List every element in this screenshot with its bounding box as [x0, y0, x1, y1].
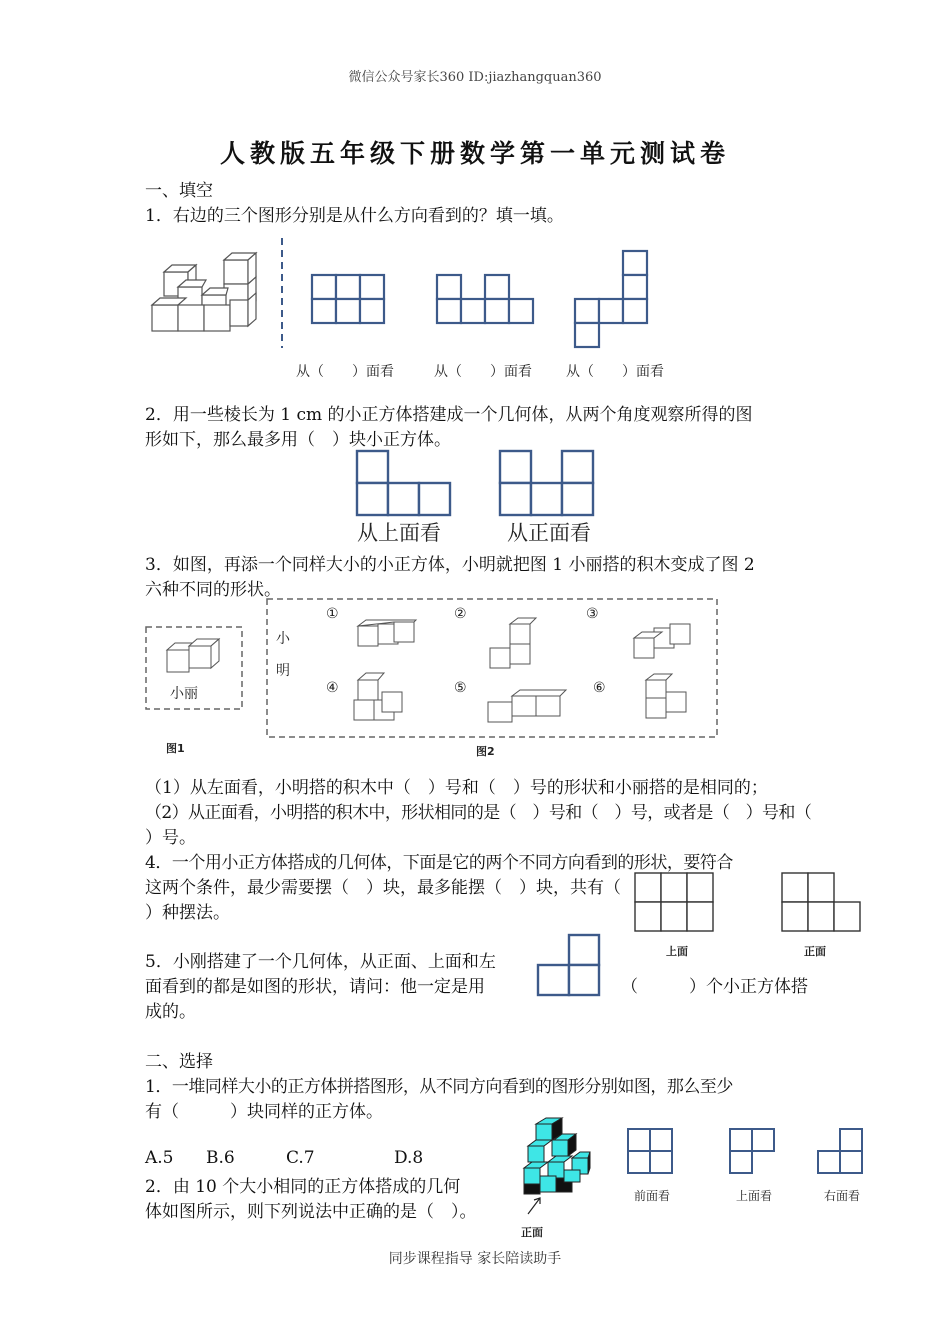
page-title: 人教版五年级下册数学第一单元测试卷: [219, 139, 730, 168]
q1-label-2: 从（ ）面看: [434, 364, 532, 380]
q3-sub2-end: ）号。: [145, 828, 196, 848]
s2-cube-stack: [520, 1118, 596, 1220]
q2-label-top: 从上面看: [357, 521, 441, 545]
q1-view-1: [311, 274, 385, 324]
q2-front-view: [499, 450, 595, 516]
q1-3d-figure: [148, 250, 263, 335]
q3-fig1-caption: 图1: [166, 742, 185, 755]
s2-view-right: [817, 1128, 865, 1174]
q3-num-4: ④: [326, 680, 339, 696]
s2-label-right: 右面看: [824, 1189, 861, 1203]
q3-sub1: （1）从左面看，小明搭的积木中（ ）号和（ ）号的形状和小丽搭的是相同的；: [145, 778, 768, 798]
section2-heading: 二、选择: [145, 1052, 213, 1072]
q4-line2: 这两个条件，最少需要摆（ ）块，最多能摆（ ）块，共有（: [145, 878, 621, 898]
q3-num-2: ②: [454, 606, 467, 622]
s2q1-line2: 有（ ）块同样的正方体。: [145, 1102, 383, 1122]
q3-side-label-1: 小: [276, 631, 290, 647]
s2-front-label: 正面: [521, 1226, 543, 1239]
q4-label-top: 上面: [666, 945, 688, 958]
s2-label-top: 上面看: [736, 1189, 773, 1203]
option-d: D.8: [394, 1148, 424, 1168]
q3-num-3: ③: [586, 606, 599, 622]
q4-top-view: [634, 872, 716, 932]
page-footer: 同步课程指导 家长陪读助手: [388, 1251, 562, 1267]
s2q2-line1: 2．由 10 个大小相同的正方体搭成的几何: [145, 1177, 461, 1197]
s2q2-line2: 体如图所示，则下列说法中正确的是（ ）。: [145, 1202, 477, 1222]
q1-text: 1．右边的三个图形分别是从什么方向看到的？填一填。: [145, 206, 564, 226]
q5-line3: 成的。: [145, 1002, 196, 1022]
q5-line1: 5．小刚搭建了一个几何体，从正面、上面和左: [145, 952, 496, 972]
q2-line2: 形如下，那么最多用（ ）块小正方体。: [145, 430, 451, 450]
q2-top-view: [356, 450, 452, 516]
q2-line1: 2．用一些棱长为 1 cm 的小正方体搭建成一个几何体，从两个角度观察所得的图: [145, 405, 753, 425]
q5-view: [537, 934, 601, 996]
q3-line2: 六种不同的形状。: [145, 580, 281, 600]
s2-view-front: [627, 1128, 675, 1174]
q1-label-1: 从（ ）面看: [296, 364, 394, 380]
option-c: C.7: [286, 1148, 315, 1168]
q3-num-1: ①: [326, 606, 339, 622]
q3-fig2-caption: 图2: [476, 745, 495, 758]
q5-line2: 面看到的都是如图的形状，请问：他一定是用: [145, 977, 485, 997]
q4-line3: ）种摆法。: [145, 903, 230, 923]
q3-fig1-label: 小丽: [170, 686, 198, 702]
q4-label-front: 正面: [804, 945, 826, 958]
s2-label-front: 前面看: [634, 1189, 671, 1203]
q1-view-2: [436, 274, 534, 324]
q3-sub2: （2）从正面看，小明搭的积木中，形状相同的是（ ）号和（ ）号，或者是（ ）号和（: [145, 803, 812, 823]
q4-front-view: [781, 872, 863, 932]
q3-side-label-2: 明: [276, 663, 290, 679]
q1-label-3: 从（ ）面看: [566, 364, 664, 380]
s2q1-line1: 1．一堆同样大小的正方体拼搭图形，从不同方向看到的图形分别如图，那么至少: [145, 1077, 733, 1097]
s2-view-top: [729, 1128, 777, 1174]
q2-label-front: 从正面看: [507, 521, 591, 545]
section1-heading: 一、填空: [145, 181, 213, 201]
option-b: B.6: [206, 1148, 235, 1168]
q3-num-5: ⑤: [454, 680, 467, 696]
q3-line1: 3．如图，再添一个同样大小的小正方体，小明就把图 1 小丽搭的积木变成了图 2: [145, 555, 755, 575]
q1-divider: [280, 238, 284, 348]
q3-num-6: ⑥: [593, 680, 606, 696]
q1-view-3: [574, 250, 648, 348]
q5-blank: （ ）个小正方体搭: [621, 977, 808, 997]
page-header: 微信公众号家长360 ID:jiazhangquan360: [348, 70, 602, 85]
q4-line1: 4．一个用小正方体搭成的几何体，下面是它的两个不同方向看到的形状，要符合: [145, 853, 733, 873]
option-a: A.5: [145, 1148, 174, 1168]
